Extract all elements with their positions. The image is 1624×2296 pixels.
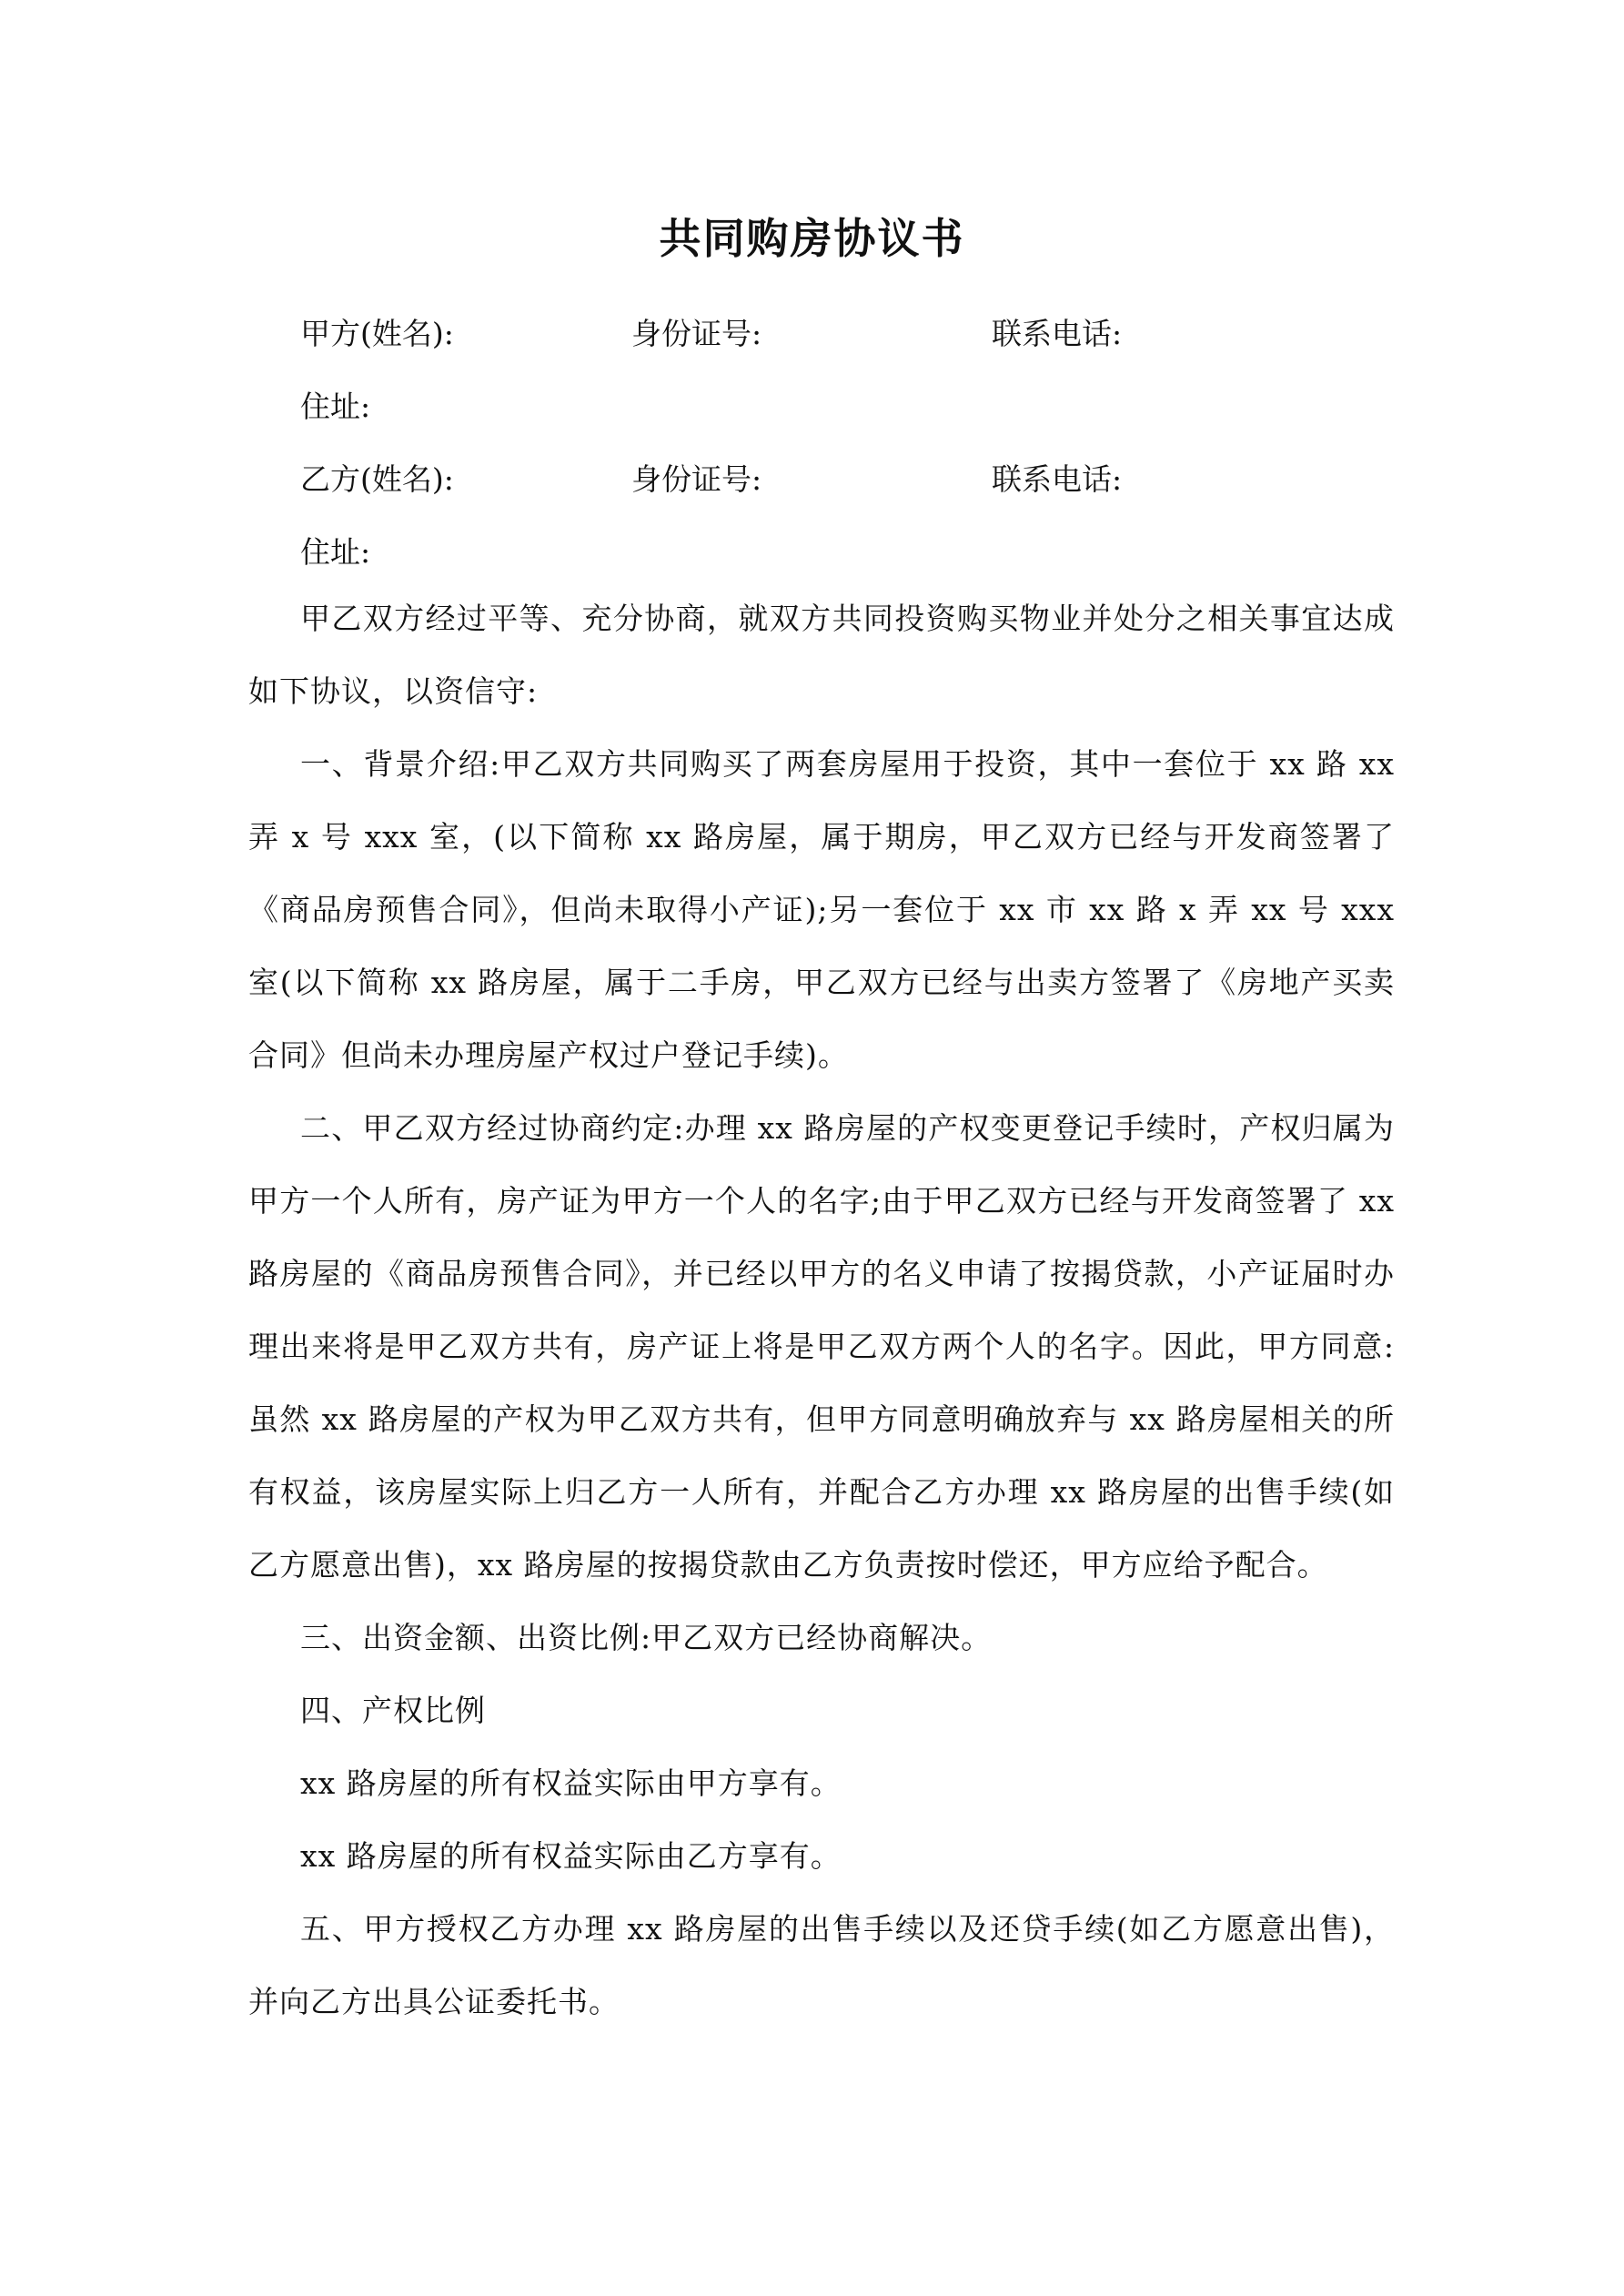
document-title: 共同购房协议书	[659, 214, 965, 263]
clause-4-item-a: xx 路房屋的所有权益实际由甲方享有。	[300, 1765, 842, 1801]
party-b-id-label: 身份证号:	[631, 461, 762, 497]
party-a-name-label: 甲方(姓名):	[300, 316, 454, 351]
clause-4-item-b: xx 路房屋的所有权益实际由乙方享有。	[300, 1838, 842, 1874]
clause-3-investment: 三、出资金额、出资比例:甲乙双方已经协商解决。	[300, 1620, 993, 1655]
clause-5-authorization: 五、甲方授权乙方办理 xx 路房屋的出售手续以及还贷手续(如乙方愿意出售)，并向乙方出具公证委托书。	[248, 1911, 1395, 2019]
party-a-phone-label: 联系电话:	[992, 316, 1123, 351]
clause-4-heading: 四、产权比例	[300, 1693, 486, 1728]
intro-paragraph: 甲乙双方经过平等、充分协商，就双方共同投资购买物业并处分之相关事宜达成如下协议，以资信守:	[248, 601, 1395, 709]
party-b-address-label: 住址:	[300, 534, 371, 570]
party-a-row	[0, 311, 1624, 357]
party-b-address-row	[0, 530, 1624, 575]
party-b-phone-label: 联系电话:	[992, 461, 1123, 497]
agreement-body	[248, 582, 1395, 2038]
party-b-name-label: 乙方(姓名):	[300, 461, 454, 497]
party-a-address-label: 住址:	[300, 389, 371, 424]
clause-2-agreement: 二、甲乙双方经过协商约定:办理 xx 路房屋的产权变更登记手续时，产权归属为甲方一个人所有，房产证为甲方一个人的名字;由于甲乙双方已经与开发商签署了 xx 路房屋的《商品房预售合同》，并已经以甲方的名义申请了按揭贷款，小产证届时办理出来将是甲乙双方共有，房产证上将是甲乙双方两个人的名字。因此，甲方同意:虽然 xx 路房屋的产权为甲乙双方共有，但甲方同意明确放弃与 xx 路房屋相关的所有权益，该房屋实际上归乙方一人所有，并配合乙方办理 xx 路房屋的出售手续(如乙方愿意出售)，xx 路房屋的按揭贷款由乙方负责按时偿还，甲方应给予配合。	[248, 1110, 1395, 1583]
party-a-address-row	[0, 384, 1624, 430]
party-a-id-label: 身份证号:	[631, 316, 762, 351]
clause-1-background: 一、背景介绍:甲乙双方共同购买了两套房屋用于投资，其中一套位于 xx 路 xx 弄 x 号 xxx 室，(以下简称 xx 路房屋，属于期房，甲乙双方已经与开发商签署了《商品房预售合同》，但尚未取得小产证);另一套位于 xx 市 xx 路 x 弄 xx 号 xxx 室(以下简称 xx 路房屋，属于二手房，甲乙双方已经与出卖方签署了《房地产买卖合同》但尚未办理房屋产权过户登记手续)。	[248, 746, 1395, 1073]
party-b-row	[0, 457, 1624, 502]
